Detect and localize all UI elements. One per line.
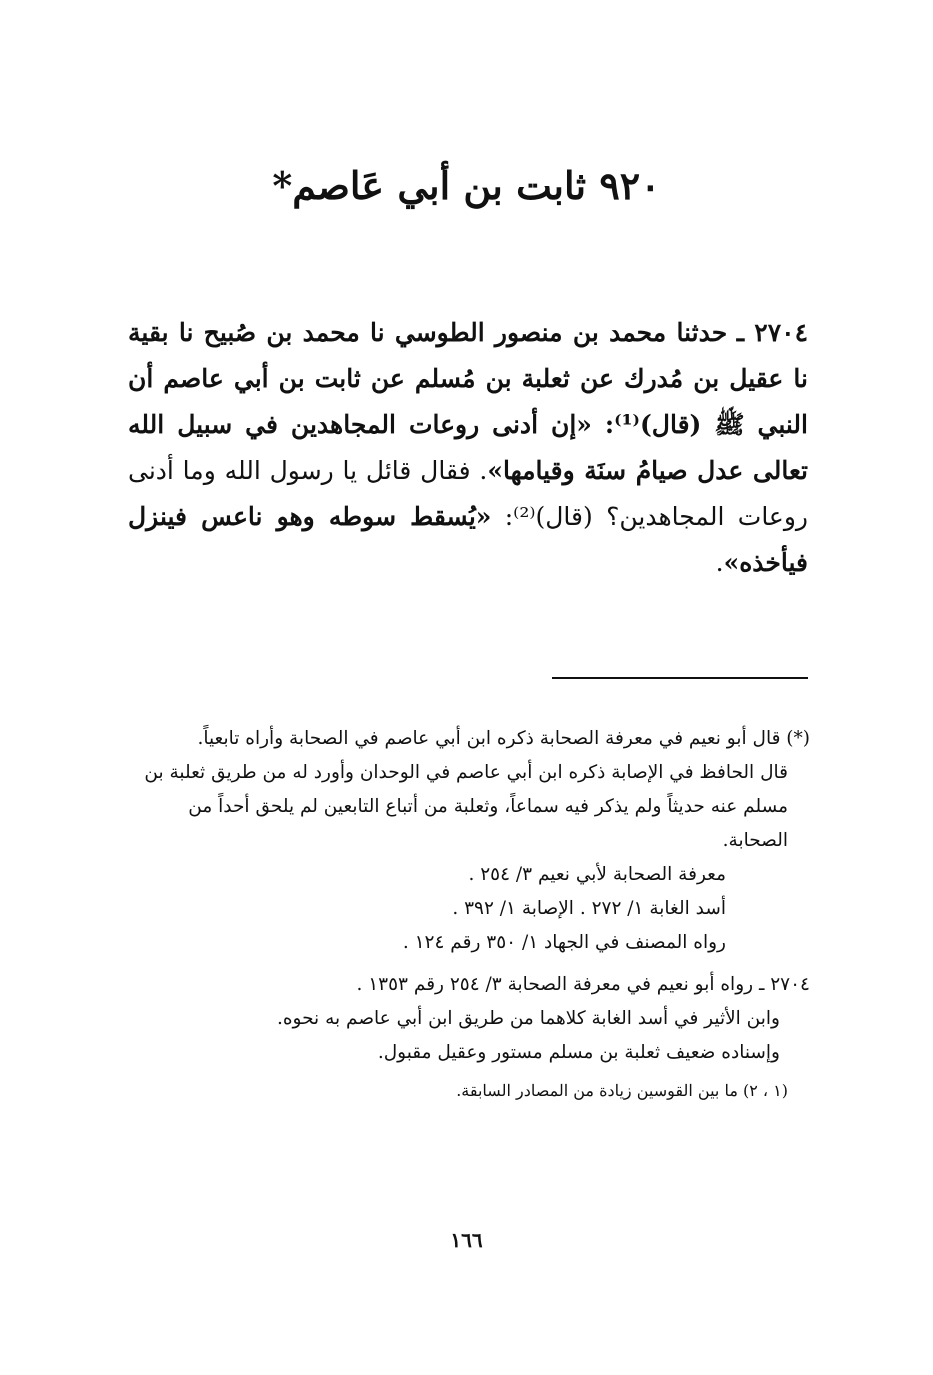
footnote-2704-line-1: ٢٧٠٤ ـ رواه أبو نعيم في معرفة الصحابة ٣/ ٢٥٤ رقم ١٣٥٣ . [356,974,810,995]
page-number: ١٦٦ [450,1228,483,1252]
footnote-ref-2: أسد الغابة ١/ ٢٧٢ . الإصابة ١/ ٣٩٢ . [452,898,726,919]
footnote-divider [552,677,808,679]
hadith-isnad: حدثنا محمد بن منصور الطوسي نا محمد بن صُبيح نا بقية نا عقيل بن مُدرك عن ثعلبة بن مُسلم عن ثابت بن أبي عاصم أن النبي ﷺ (قال)⁽¹⁾: [128,318,808,439]
footnote-ref-1: معرفة الصحابة لأبي نعيم ٣/ ٢٥٤ . [468,864,726,885]
footnote-star: (*) قال أبو نعيم في معرفة الصحابة ذكره ابن أبي عاصم في الصحابة وأراه تابعياً. [197,728,810,749]
footnote-hafiz: قال الحافظ في الإصابة ذكره ابن أبي عاصم في الوحدان وأورد له من طريق ثعلبة بن مسلم عنه حديثاً ولم يذكر فيه سماعاً، وثعلبة من أتباع التابعين لم يلحق أحداً من الصحابة. [144,762,788,851]
footnote-2704-line-3: وإسناده ضعيف ثعلبة بن مسلم مستور وعقيل مقبول. [377,1042,780,1063]
hadith-number: ٢٧٠٤ ـ [736,318,809,347]
hadith-middle: . فقال قائل يا رسول الله وما أدنى روعات المجاهدين؟ (قال)⁽²⁾: [128,456,808,531]
footnote-brackets: (١ ، ٢) ما بين القوسين زيادة من المصادر السابقة. [456,1081,788,1100]
footnote-ref-3: رواه المصنف في الجهاد ١/ ٣٥٠ رقم ١٢٤ . [402,932,726,953]
footnotes [128,722,810,1106]
page-title: ٩٢٠ ثابت بن أبي عَاصم* [272,163,661,208]
footnote-2704-line-2: وابن الأثير في أسد الغابة كلاهما من طريق ابن أبي عاصم به نحوه. [276,1008,780,1029]
hadith-matn-1: «إن أدنى روعات المجاهدين في سبيل الله تعالى عدل صيامُ سنَة وقيامها» [128,410,808,485]
hadith-text [128,310,808,586]
hadith-end: . [715,548,724,577]
hadith-matn-2: «يُسقط سوطه وهو ناعس فينزل فيأخذه» [128,502,808,577]
